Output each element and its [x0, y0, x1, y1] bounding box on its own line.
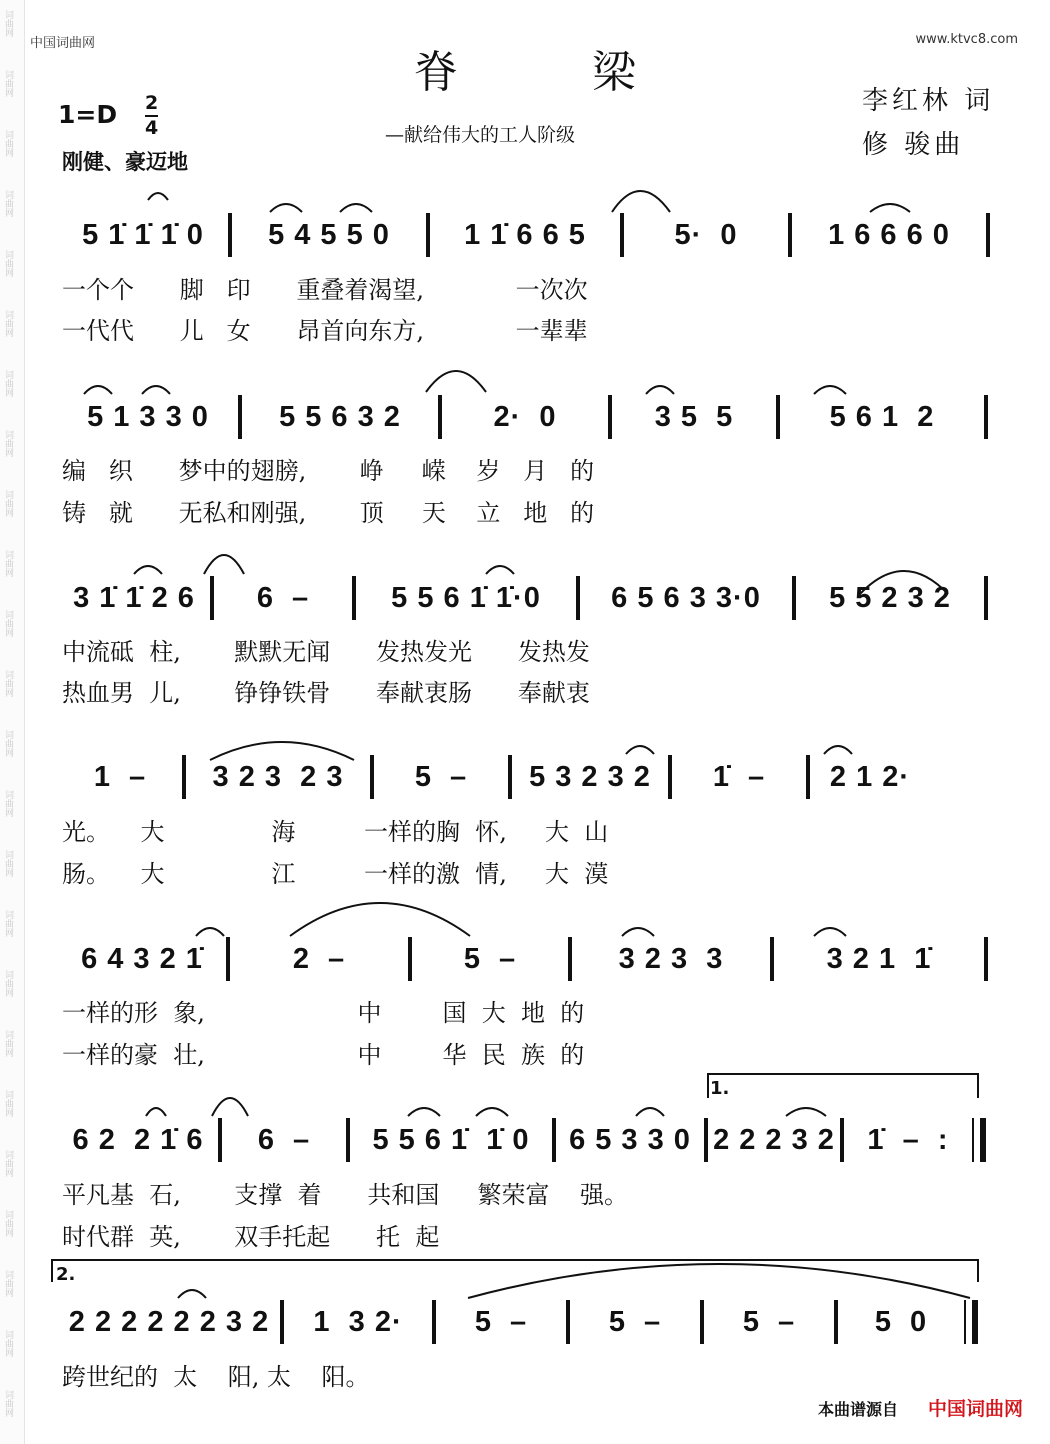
barline: [986, 213, 990, 257]
brand-link[interactable]: 中国词曲网: [928, 1398, 1024, 1420]
watermark-text: 词曲网: [3, 10, 13, 37]
source-note: 本曲谱源自: [818, 1400, 899, 1419]
song-title: 脊 梁: [414, 47, 696, 98]
measure: 5 –: [414, 761, 468, 793]
system-6: [58, 1118, 993, 1178]
composer-credit: 修 骏曲: [862, 130, 965, 160]
watermark-text: 词曲网: [3, 670, 13, 697]
watermark-text: 词曲网: [3, 790, 13, 817]
measure: 1 3 2·: [313, 1306, 403, 1338]
final-barline-thin: [964, 1300, 966, 1344]
lyric-line: 一样的豪 壮, 中 华 民 族 的: [62, 1041, 585, 1069]
measure: 6 5 6 3 3·0: [611, 582, 761, 614]
barline: [984, 395, 988, 439]
song-subtitle: —献给伟大的工人阶级: [385, 124, 576, 146]
system-7: [58, 1300, 993, 1360]
measure: 5 1̇ 1̇ 1̇ 0: [82, 219, 204, 251]
watermark-text: 词曲网: [3, 370, 13, 397]
system-4: [58, 755, 993, 815]
tempo-marking: 刚健、豪迈地: [62, 150, 188, 174]
barline: [984, 937, 988, 981]
measure: 5 5 2 3 2: [829, 582, 951, 614]
watermark-text: 词曲网: [3, 1390, 13, 1417]
site-name: 中国词曲网: [30, 36, 96, 51]
meter-top: 2: [145, 92, 158, 117]
measure: 5 3 2 3 2: [529, 761, 651, 793]
measure: 5 5 6 1̇ 1̇ 0: [372, 1124, 530, 1156]
measure: 5 4 5 5 0: [268, 219, 390, 251]
measure: 5 –: [474, 1306, 528, 1338]
lyric-line: 中流砥 柱, 默默无闻 发热发光 发热发: [62, 638, 590, 666]
watermark-strip: [0, 0, 25, 1444]
watermark-text: 词曲网: [3, 1150, 13, 1177]
watermark-text: 词曲网: [3, 490, 13, 517]
measure: 1 1̇ 6 6 5: [464, 219, 586, 251]
measure: 5 0: [874, 1306, 928, 1338]
measure: 6 –: [256, 582, 310, 614]
watermark-text: 词曲网: [3, 1030, 13, 1057]
watermark-text: 词曲网: [3, 310, 13, 337]
measure: 3 1̇ 1̇ 2 6: [73, 582, 195, 614]
lyric-line: 肠。 大 江 一样的激 情, 大 漠: [62, 860, 609, 888]
lyric-line: 跨世纪的 太 阳, 太 阳。: [62, 1363, 370, 1391]
measure: 2 2 2 3 2: [713, 1124, 835, 1156]
repeat-barline-thick: [980, 1118, 986, 1162]
lyric-line: 光。 大 海 一样的胸 怀, 大 山: [62, 818, 609, 846]
measure: 5 5 6 3 2: [279, 401, 401, 433]
watermark-text: 词曲网: [3, 610, 13, 637]
lyric-line: 热血男 儿, 铮铮铁骨 奉献衷肠 奉献衷: [62, 679, 590, 707]
watermark-text: 词曲网: [3, 430, 13, 457]
lyric-line: 铸 就 无私和刚强, 顶 天 立 地 的: [62, 499, 595, 527]
watermark-text: 词曲网: [3, 190, 13, 217]
measure: 5 –: [608, 1306, 662, 1338]
measure: 6 2 2 1̇ 6: [72, 1124, 204, 1156]
key-signature: 1=D: [58, 100, 118, 129]
watermark-text: 词曲网: [3, 910, 13, 937]
watermark-text: 词曲网: [3, 1210, 13, 1237]
measure: 6 5 3 3 0: [569, 1124, 691, 1156]
lyric-line: 一代代 儿 女 昂首向东方, 一辈辈: [62, 317, 588, 345]
watermark-text: 词曲网: [3, 730, 13, 757]
volta-second-ending: 2.: [56, 1264, 76, 1285]
measure: 2 –: [292, 943, 346, 975]
lyric-line: 一个个 脚 印 重叠着渴望, 一次次: [62, 276, 588, 304]
watermark-text: 词曲网: [3, 970, 13, 997]
lyric-line: 平凡基 石, 支撑 着 共和国 繁荣富 强。: [62, 1181, 628, 1209]
measure: 6 4 3 2 1̇: [81, 943, 203, 975]
measure: 5 6 1 2: [829, 401, 935, 433]
measure: 2· 0: [493, 401, 557, 433]
measure: 5 –: [742, 1306, 796, 1338]
measure: 5 5 6 1̇ 1̇·0: [391, 582, 541, 614]
barline: [984, 576, 988, 620]
time-signature: [145, 92, 158, 140]
measure: 1̇ – :: [867, 1124, 949, 1156]
system-2: [58, 395, 993, 455]
watermark-text: 词曲网: [3, 1090, 13, 1117]
watermark-text: 词曲网: [3, 850, 13, 877]
lyric-line: 一样的形 象, 中 国 大 地 的: [62, 999, 585, 1027]
site-url[interactable]: www.ktvc8.com: [915, 32, 1018, 47]
measure: 3 2 3 3: [618, 943, 724, 975]
watermark-text: 词曲网: [3, 130, 13, 157]
repeat-barline-thin: [972, 1118, 974, 1162]
lyric-line: 编 织 梦中的翅膀, 峥 嵘 岁 月 的: [62, 457, 595, 485]
meter-bottom: 4: [145, 117, 159, 139]
measure: 3 2 3 2 3: [212, 761, 344, 793]
measure: 3 2 1 1̇: [826, 943, 932, 975]
measure: 2 1 2·: [829, 761, 911, 793]
measure: 6 –: [257, 1124, 311, 1156]
measure: 2 2 2 2 2 2 3 2: [68, 1306, 270, 1338]
lyricist-credit: 李红林 词: [862, 86, 995, 116]
watermark-text: 词曲网: [3, 1270, 13, 1297]
watermark-text: 词曲网: [3, 70, 13, 97]
lyric-line: 时代群 英, 双手托起 托 起: [62, 1223, 440, 1251]
measure: 1 –: [93, 761, 147, 793]
watermark-text: 词曲网: [3, 550, 13, 577]
system-3: [58, 576, 993, 636]
measure: 5 1 3 3 0: [87, 401, 209, 433]
system-5: [58, 937, 993, 997]
measure: 1̇ –: [712, 761, 766, 793]
system-1: [58, 213, 993, 273]
volta-first-ending: 1.: [710, 1078, 730, 1099]
watermark-text: 词曲网: [3, 250, 13, 277]
final-barline-thick: [972, 1300, 978, 1344]
measure: 5· 0: [674, 219, 738, 251]
watermark-text: 词曲网: [3, 1330, 13, 1357]
measure: 5 –: [463, 943, 517, 975]
measure: 3 5 5: [654, 401, 734, 433]
measure: 1 6 6 6 0: [828, 219, 950, 251]
